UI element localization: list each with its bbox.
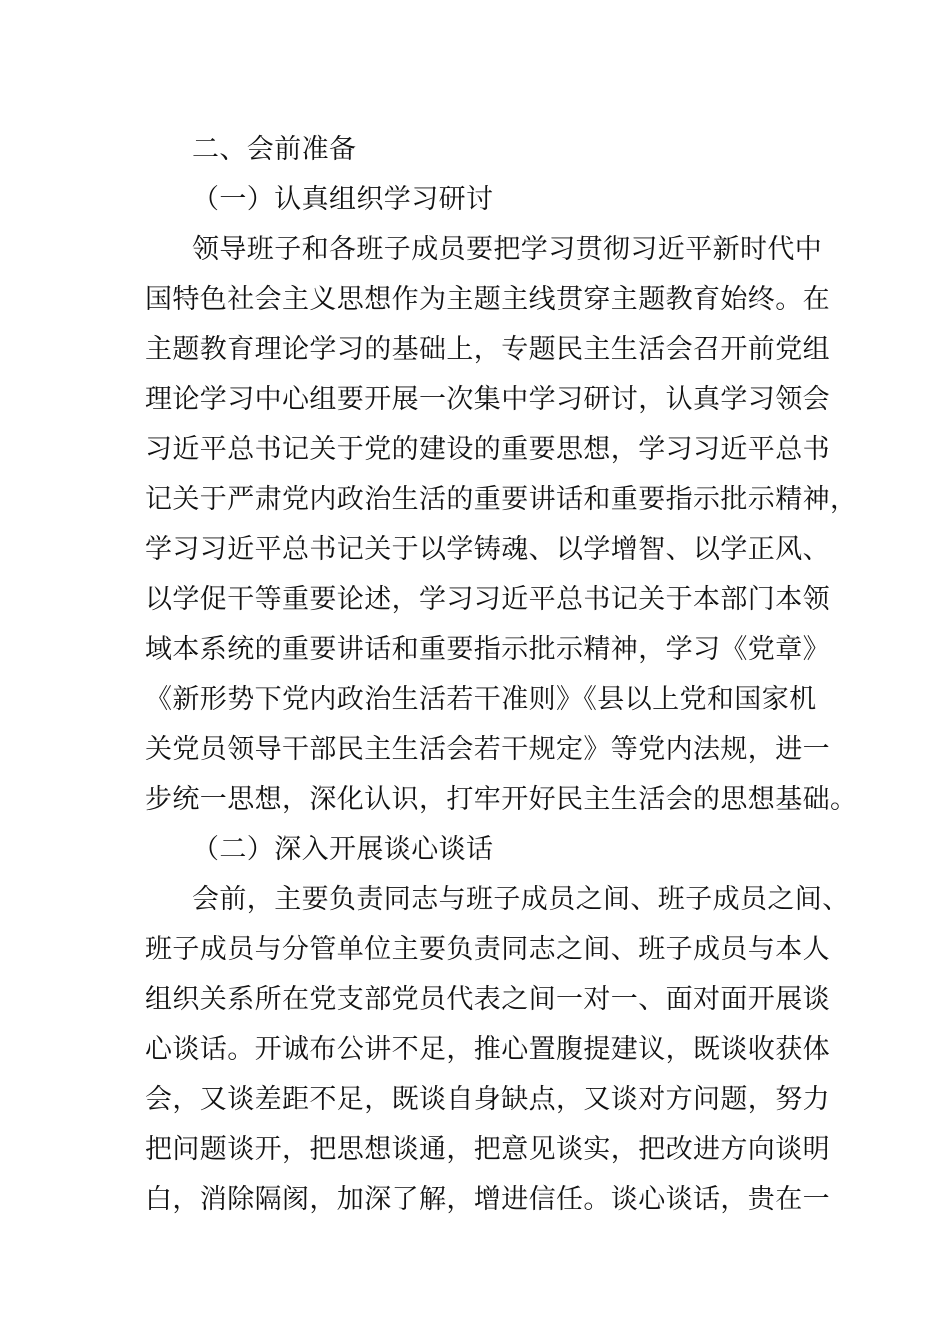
paragraph-line: 会前，主要负责同志与班子成员之间、班子成员之间、 — [192, 884, 850, 915]
paragraph-line: 国特色社会主义思想作为主题主线贯穿主题教育始终。在 — [145, 284, 830, 315]
paragraph-line: 心谈话。开诚布公讲不足，推心置腹提建议，既谈收获体 — [145, 1034, 830, 1065]
section-heading: 二、会前准备 — [192, 134, 357, 165]
paragraph-line: 记关于严肃党内政治生活的重要讲话和重要指示批示精神， — [145, 484, 858, 515]
paragraph-line: 白，消除隔阂，加深了解，增进信任。谈心谈话，贵在一 — [145, 1184, 830, 1215]
paragraph-line: 关党员领导干部民主生活会若干规定》等党内法规，进一 — [145, 734, 830, 765]
paragraph-line: 领导班子和各班子成员要把学习贯彻习近平新时代中 — [192, 234, 823, 265]
paragraph-line: 《新形势下党内政治生活若干准则》《县以上党和国家机 — [145, 684, 817, 715]
paragraph-line: 把问题谈开，把思想谈通，把意见谈实，把改进方向谈明 — [145, 1134, 830, 1165]
paragraph-line: 班子成员与分管单位主要负责同志之间、班子成员与本人 — [145, 934, 830, 965]
subsection-1-heading: （一）认真组织学习研讨 — [192, 184, 494, 215]
paragraph-line: 会，又谈差距不足，既谈自身缺点，又谈对方问题，努力 — [145, 1084, 830, 1115]
paragraph-line: 习近平总书记关于党的建设的重要思想，学习习近平总书 — [145, 434, 830, 465]
paragraph-line: 域本系统的重要讲话和重要指示批示精神，学习《党章》 — [145, 634, 830, 665]
paragraph-line: 理论学习中心组要开展一次集中学习研讨，认真学习领会 — [145, 384, 830, 415]
paragraph-line: 学习习近平总书记关于以学铸魂、以学增智、以学正风、 — [145, 534, 830, 565]
paragraph-line: 以学促干等重要论述，学习习近平总书记关于本部门本领 — [145, 584, 830, 615]
paragraph-line: 组织关系所在党支部党员代表之间一对一、面对面开展谈 — [145, 984, 830, 1015]
paragraph-line: 步统一思想，深化认识，打牢开好民主生活会的思想基础。 — [145, 784, 858, 815]
subsection-2-heading: （二）深入开展谈心谈话 — [192, 834, 494, 865]
paragraph-line: 主题教育理论学习的基础上，专题民主生活会召开前党组 — [145, 334, 830, 365]
